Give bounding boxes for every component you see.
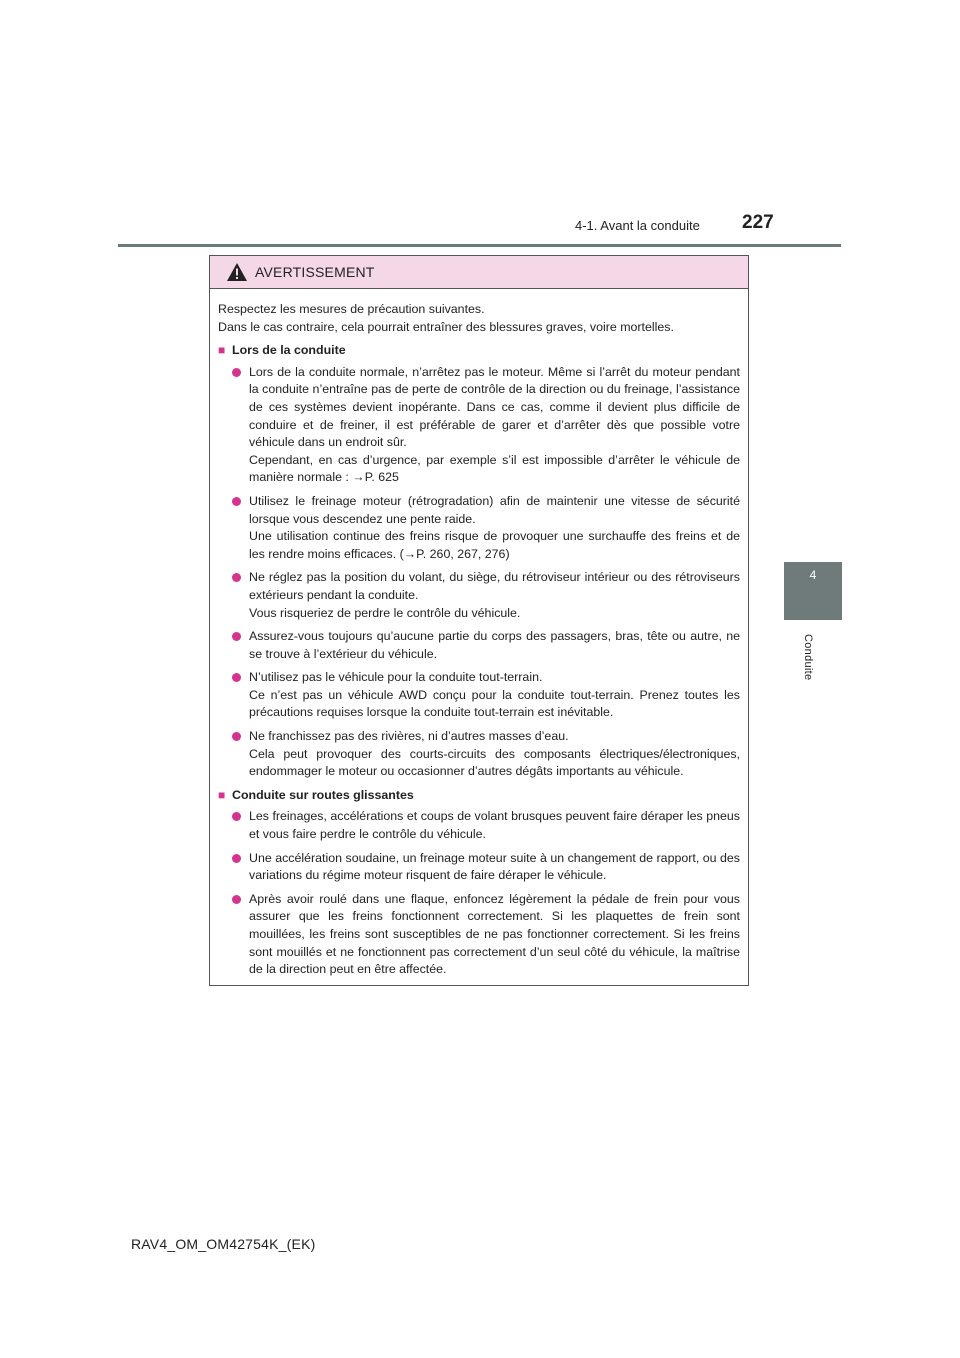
- warning-intro: [218, 301, 740, 336]
- bullet-item: [232, 808, 740, 843]
- bullet-item: [232, 569, 740, 622]
- section-title: [218, 787, 740, 805]
- square-bullet-icon: ■: [218, 343, 226, 358]
- bullet-item: [232, 891, 740, 979]
- bullet-item: [232, 728, 740, 781]
- bullet-line: Lors de la conduite normale, n’arrêtez pas le moteur. Même si l’arrêt du moteur pendant la conduite n’entraîne pas de perte de contrôle de la direction ou du freinage, l’assistance de ces systèmes devient inopérante. Dans ce cas, comme il devient plus difficile de conduire et de freiner, il est préférable de garer et d’arrêter dès que possible votre véhicule dans un endroit sûr.: [249, 364, 740, 450]
- bullet-line: Cela peut provoquer des courts-circuits des composants électriques/électroniques, endommager le moteur ou occasionner d’autres dégâts importants au véhicule.: [249, 746, 740, 779]
- bullet-line: N’utilisez pas le véhicule pour la conduite tout-terrain.: [249, 670, 543, 685]
- header-section-title: 4-1. Avant la conduite: [575, 218, 700, 233]
- section-title-text: Lors de la conduite: [232, 343, 346, 358]
- circle-bullet-icon: [232, 368, 241, 377]
- warning-header: [210, 256, 748, 289]
- circle-bullet-icon: [232, 632, 241, 641]
- bullet-line: Ne franchissez pas des rivières, ni d’autres masses d’eau.: [249, 729, 569, 744]
- bullet-line: Utilisez le freinage moteur (rétrogradation) afin de maintenir une vitesse de sécurité lorsque vous descendez une pente raide.: [249, 493, 740, 526]
- bullet-item: [232, 850, 740, 885]
- page-number: 227: [742, 212, 774, 233]
- circle-bullet-icon: [232, 812, 241, 821]
- circle-bullet-icon: [232, 895, 241, 904]
- bullet-item: [232, 364, 740, 487]
- bullet-line: Ce n’est pas un véhicule AWD conçu pour la conduite tout-terrain. Prenez toutes les précautions requises lorsque la conduite tout-terrain est inévitable.: [249, 687, 740, 720]
- warning-box: [209, 255, 749, 986]
- intro-line: Dans le cas contraire, cela pourrait entraîner des blessures graves, voire mortelles.: [218, 319, 674, 334]
- circle-bullet-icon: [232, 732, 241, 741]
- bullet-item: [232, 669, 740, 722]
- bullet-line: Assurez-vous toujours qu’aucune partie du corps des passagers, bras, tête ou autre, ne se trouve à l’extérieur du véhicule.: [249, 629, 740, 661]
- circle-bullet-icon: [232, 573, 241, 582]
- bullet-line: Cependant, en cas d’urgence, par exemple s’il est impossible d’arrêter le véhicule de manière normale : →P. 625: [249, 452, 740, 485]
- chapter-number: 4: [809, 568, 817, 582]
- section-title: [218, 342, 740, 360]
- bullet-line: Une utilisation continue des freins risque de provoquer une surchauffe des freins et de les rendre moins efficaces. (→P. 260, 267, 276): [249, 529, 740, 561]
- bullet-line: Ne réglez pas la position du volant, du siège, du rétroviseur intérieur ou des rétroviseurs extérieurs pendant la conduite.: [249, 570, 740, 602]
- header-rule: [118, 244, 841, 247]
- warning-title: AVERTISSEMENT: [255, 264, 375, 280]
- bullet-item: [232, 628, 740, 663]
- bullet-line: Vous risqueriez de perdre le contrôle du véhicule.: [249, 605, 521, 620]
- bullet-line: Après avoir roulé dans une flaque, enfoncez légèrement la pédale de frein pour vous assurer que les freins fonctionnent correctement. Si les plaquettes de frein sont mouillées, les freins sont susceptibles de ne pas fonctionner correctement. Si les freins sont mouillés et ne fonctionnent pas correctement d’un seul côté du véhicule, la maîtrise de la direction peut en être affectée.: [249, 891, 740, 977]
- intro-line: Respectez les mesures de précaution suivantes.: [218, 302, 485, 316]
- square-bullet-icon: ■: [218, 787, 226, 802]
- circle-bullet-icon: [232, 673, 241, 682]
- chapter-tab[interactable]: [784, 562, 842, 620]
- circle-bullet-icon: [232, 854, 241, 863]
- chapter-label: Conduite: [802, 634, 814, 681]
- footer-document-code: RAV4_OM_OM42754K_(EK): [131, 1236, 316, 1252]
- warning-body: [210, 289, 748, 979]
- section-title-text: Conduite sur routes glissantes: [232, 787, 414, 802]
- warning-triangle-icon: [226, 262, 248, 282]
- circle-bullet-icon: [232, 497, 241, 506]
- bullet-line: Les freinages, accélérations et coups de volant brusques peuvent faire déraper les pneus et vous faire perdre le contrôle du véhicule.: [249, 809, 740, 842]
- bullet-item: [232, 493, 740, 563]
- bullet-line: Une accélération soudaine, un freinage moteur suite à un changement de rapport, ou des variations du régime moteur risquent de faire déraper le véhicule.: [249, 850, 740, 883]
